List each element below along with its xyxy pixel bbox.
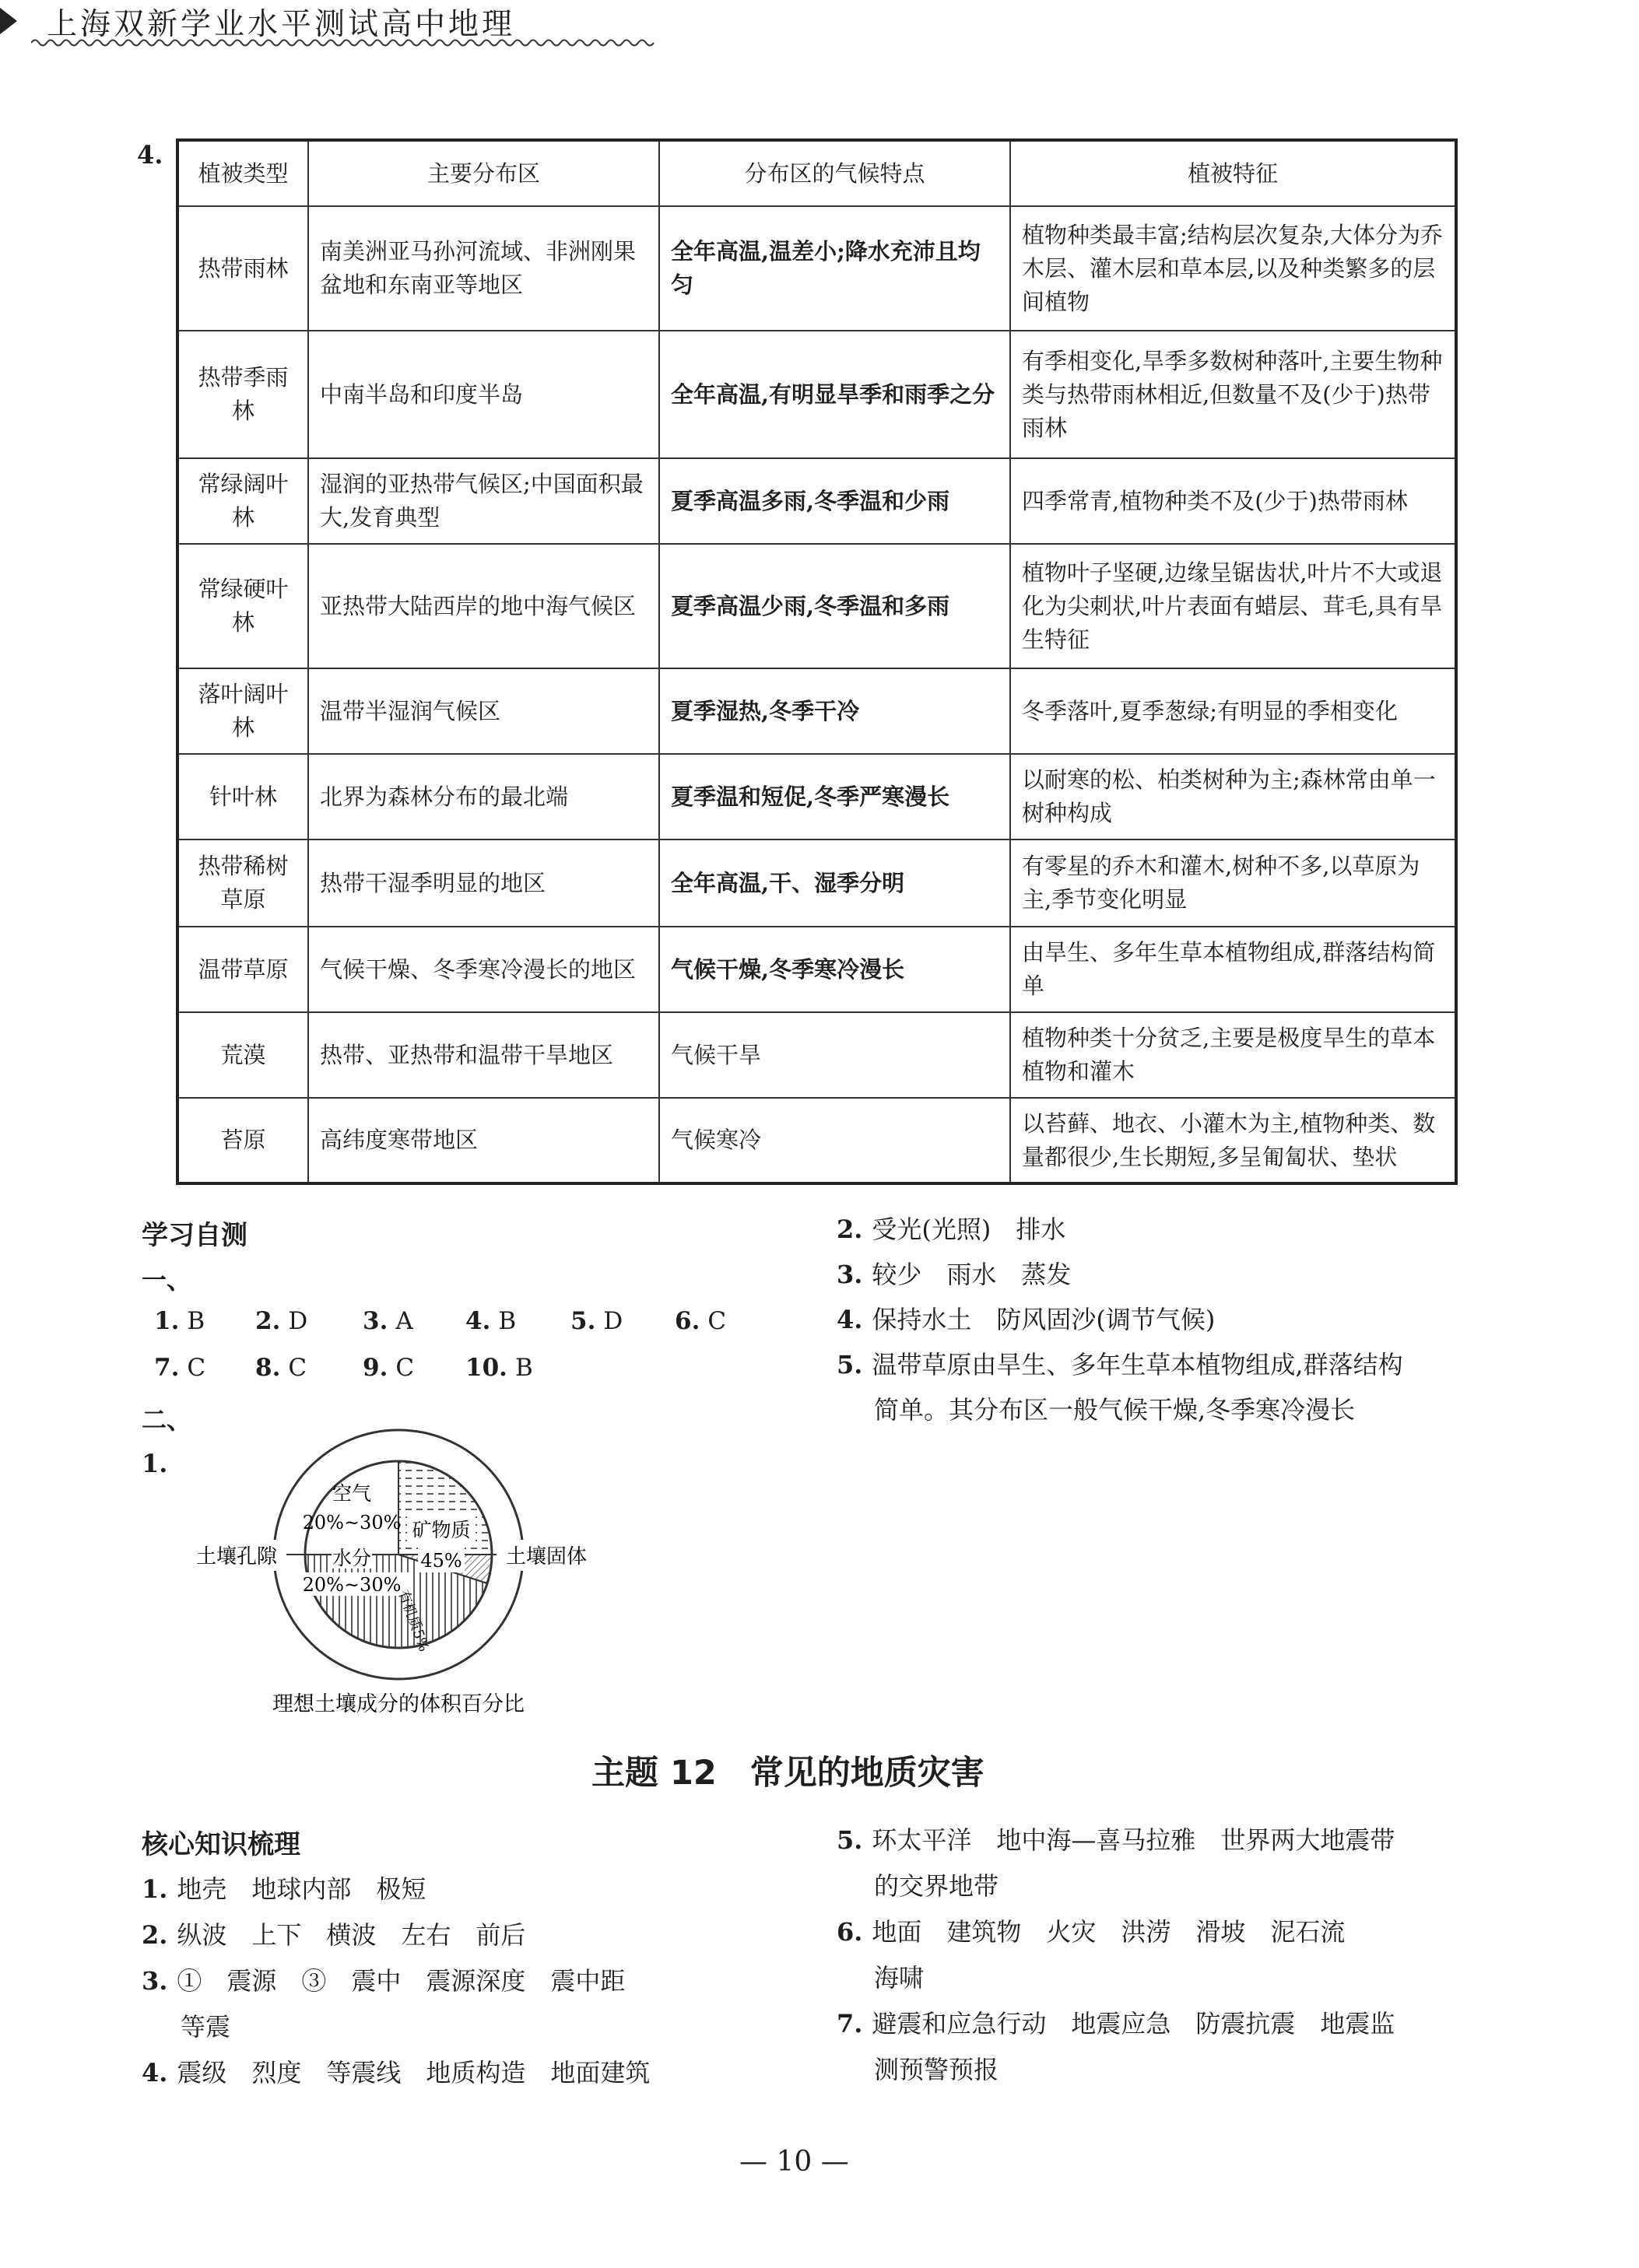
- climate-cell: 夏季高温多雨,冬季温和少雨: [659, 458, 1010, 544]
- knowledge-line: 7. 避震和应急行动 地震应急 防震抗震 地震监: [837, 2009, 1395, 2038]
- table-row: [177, 840, 1456, 927]
- air-percent: 20%~30%: [302, 1512, 402, 1534]
- table-row: [177, 927, 1456, 1012]
- mc-answer: C: [707, 1307, 727, 1335]
- table-row: [177, 544, 1456, 668]
- knowledge-line: 测预警预报: [874, 2055, 999, 2084]
- table-row: [177, 331, 1456, 458]
- climate-cell: 全年高温,有明显旱季和雨季之分: [659, 331, 1010, 458]
- region-cell: 中南半岛和印度半岛: [308, 331, 659, 458]
- table-row: [177, 1098, 1456, 1183]
- region-cell: 热带干湿季明显的地区: [308, 840, 659, 927]
- mineral-percent: 45%: [420, 1550, 462, 1572]
- vegetation-type-cell: 荒漠: [177, 1012, 308, 1098]
- mc-number: 3.: [363, 1307, 388, 1335]
- table-header-row: [177, 140, 1456, 206]
- part-two-label: 二、: [142, 1405, 192, 1435]
- region-cell: 热带、亚热带和温带干旱地区: [308, 1012, 659, 1098]
- knowledge-line: 6. 地面 建筑物 火灾 洪涝 滑坡 泥石流: [837, 1917, 1346, 1947]
- climate-cell: 全年高温,温差小;降水充沛且均匀: [659, 206, 1010, 331]
- table-row: [177, 1012, 1456, 1098]
- table-row: [177, 754, 1456, 840]
- answer-line: 4. 保持水土 防风固沙(调节气候): [837, 1305, 1216, 1334]
- theme-title: 主题 12 常见的地质灾害: [591, 1754, 984, 1793]
- mc-number: 4.: [465, 1307, 491, 1335]
- mc-answer: A: [395, 1307, 413, 1335]
- climate-cell: 气候干旱: [659, 1012, 1010, 1098]
- region-cell: 湿润的亚热带气候区;中国面积最大,发育典型: [308, 458, 659, 544]
- vegetation-type-cell: 常绿阔叶林: [177, 458, 308, 544]
- table-row: [177, 206, 1456, 331]
- mc-number: 10.: [465, 1354, 507, 1382]
- knowledge-line: 4. 震级 烈度 等震线 地质构造 地面建筑: [142, 2058, 651, 2087]
- region-cell: 北界为森林分布的最北端: [308, 754, 659, 840]
- knowledge-line: 2. 纵波 上下 横波 左右 前后: [142, 1920, 526, 1950]
- feature-cell: 四季常青,植物种类不及(少于)热带雨林: [1010, 458, 1456, 544]
- mc-number: 5.: [570, 1307, 596, 1335]
- feature-cell: 植物种类十分贫乏,主要是极度旱生的草本植物和灌木: [1010, 1012, 1456, 1098]
- question-number-4: 4.: [137, 140, 163, 170]
- mc-answer: C: [187, 1354, 206, 1382]
- feature-cell: 植物种类最丰富;结构层次复杂,大体分为乔木层、灌木层和草本层,以及种类繁多的层间植物: [1010, 206, 1456, 331]
- air-slice: [305, 1461, 398, 1555]
- knowledge-line: 的交界地带: [874, 1871, 999, 1901]
- knowledge-line: 3. ① 震源 ③ 震中 震源深度 震中距: [142, 1966, 626, 1996]
- vegetation-type-cell: 常绿硬叶林: [177, 544, 308, 668]
- question-number-1: 1.: [142, 1449, 168, 1478]
- mc-answer: D: [288, 1307, 308, 1335]
- mc-number: 8.: [255, 1354, 281, 1382]
- feature-cell: 以耐寒的松、柏类树种为主;森林常由单一树种构成: [1010, 754, 1456, 840]
- mc-number: 9.: [363, 1354, 388, 1382]
- feature-cell: 冬季落叶,夏季葱绿;有明显的季相变化: [1010, 668, 1456, 754]
- answer-line: 3. 较少 雨水 蒸发: [837, 1260, 1072, 1289]
- climate-cell: 夏季温和短促,冬季严寒漫长: [659, 754, 1010, 840]
- part-one-label: 一、: [142, 1265, 192, 1295]
- mc-number: 2.: [255, 1307, 281, 1335]
- book-title: 上海双新学业水平测试高中地理: [47, 7, 516, 42]
- pore-label: 土壤孔隙: [195, 1545, 278, 1569]
- mc-answer: B: [498, 1307, 517, 1335]
- knowledge-heading: 核心知识梳理: [142, 1829, 300, 1860]
- soil-composition-chart: [187, 1412, 623, 1723]
- mc-answer: C: [395, 1354, 415, 1382]
- column-header: 分布区的气候特点: [659, 140, 1010, 206]
- vegetation-type-cell: 落叶阔叶林: [177, 668, 308, 754]
- region-cell: 温带半湿润气候区: [308, 668, 659, 754]
- answer-line: 5. 温带草原由旱生、多年生草本植物组成,群落结构: [837, 1350, 1403, 1379]
- climate-cell: 夏季高温少雨,冬季温和多雨: [659, 544, 1010, 668]
- mc-answers-row-1: [154, 1307, 777, 1335]
- vegetation-type-cell: 热带稀树草原: [177, 840, 308, 927]
- mc-answer: B: [187, 1307, 205, 1335]
- vegetation-type-cell: 针叶林: [177, 754, 308, 840]
- region-cell: 亚热带大陆西岸的地中海气候区: [308, 544, 659, 668]
- table-row: [177, 668, 1456, 754]
- feature-cell: 由旱生、多年生草本植物组成,群落结构简单: [1010, 927, 1456, 1012]
- knowledge-line: 海啸: [874, 1963, 925, 1993]
- mc-number: 6.: [675, 1307, 700, 1335]
- page-number: — 10 —: [739, 2146, 849, 2178]
- vegetation-table: [176, 138, 1458, 1185]
- feature-cell: 有季相变化,旱季多数树种落叶,主要生物种类与热带雨林相近,但数量不及(少于)热带雨林: [1010, 331, 1456, 458]
- answer-line: 简单。其分布区一般气候干燥,冬季寒冷漫长: [874, 1395, 1356, 1425]
- solid-label: 土壤固体: [505, 1545, 588, 1569]
- table-row: [177, 458, 1456, 544]
- chart-caption: 理想土壤成分的体积百分比: [272, 1692, 525, 1716]
- knowledge-line: 1. 地壳 地球内部 极短: [142, 1874, 426, 1904]
- mc-answers-row-2: [154, 1354, 777, 1382]
- column-header: 植被特征: [1010, 140, 1456, 206]
- knowledge-line: 5. 环太平洋 地中海—喜马拉雅 世界两大地震带: [837, 1825, 1395, 1855]
- mc-number: 1.: [154, 1307, 180, 1335]
- answer-line: 2. 受光(光照) 排水: [837, 1215, 1066, 1244]
- organic-label: 有机质5%: [395, 1587, 433, 1654]
- column-header: 植被类型: [177, 140, 308, 206]
- mc-answer: B: [514, 1354, 533, 1382]
- region-cell: 气候干燥、冬季寒冷漫长的地区: [308, 927, 659, 1012]
- feature-cell: 以苔藓、地衣、小灌木为主,植物种类、数量都很少,生长期短,多呈匍匐状、垫状: [1010, 1098, 1456, 1183]
- mineral-label: 矿物质: [412, 1519, 471, 1541]
- self-test-heading: 学习自测: [142, 1220, 247, 1251]
- wavy-underline: [31, 37, 669, 48]
- climate-cell: 全年高温,干、湿季分明: [659, 840, 1010, 927]
- climate-cell: 气候寒冷: [659, 1098, 1010, 1183]
- region-cell: 高纬度寒带地区: [308, 1098, 659, 1183]
- vegetation-type-cell: 热带雨林: [177, 206, 308, 331]
- column-header: 主要分布区: [308, 140, 659, 206]
- climate-cell: 气候干燥,冬季寒冷漫长: [659, 927, 1010, 1012]
- vegetation-type-cell: 温带草原: [177, 927, 308, 1012]
- knowledge-line: 等震: [181, 2012, 231, 2042]
- feature-cell: 植物叶子坚硬,边缘呈锯齿状,叶片不大或退化为尖刺状,叶片表面有蜡层、茸毛,具有旱生特征: [1010, 544, 1456, 668]
- mc-answer: D: [603, 1307, 623, 1335]
- air-label: 空气: [332, 1482, 372, 1505]
- mc-number: 7.: [154, 1354, 180, 1382]
- triangle-marker-icon: [0, 8, 17, 34]
- vegetation-type-cell: 热带季雨林: [177, 331, 308, 458]
- vegetation-type-cell: 苔原: [177, 1098, 308, 1183]
- feature-cell: 有零星的乔木和灌木,树种不多,以草原为主,季节变化明显: [1010, 840, 1456, 927]
- mc-answer: C: [288, 1354, 307, 1382]
- page-header: [0, 0, 529, 47]
- climate-cell: 夏季湿热,冬季干冷: [659, 668, 1010, 754]
- water-percent: 20%~30%: [302, 1574, 402, 1596]
- region-cell: 南美洲亚马孙河流域、非洲刚果盆地和东南亚等地区: [308, 206, 659, 331]
- water-label: 水分: [332, 1547, 372, 1569]
